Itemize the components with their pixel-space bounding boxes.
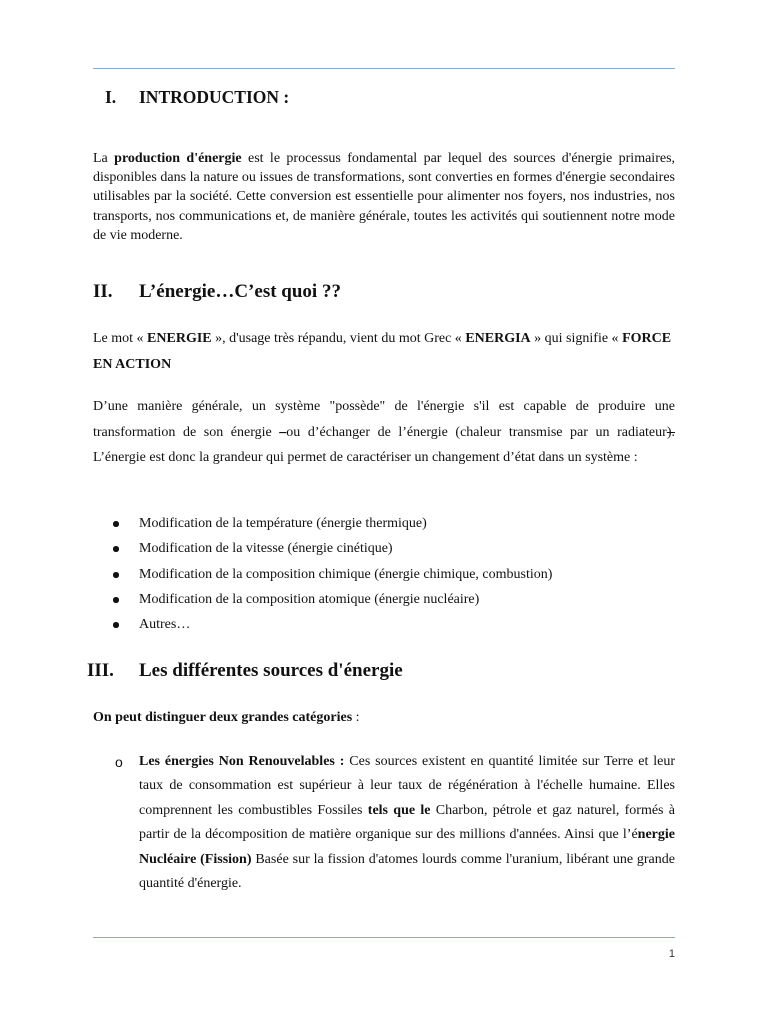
text-run: Ces sources existent en quantité limitée sur Terre et leur taux de consommation est supérieur à leur taux de régénération à l'échelle humaine. Elles comprennent les combustibles Fossiles [139, 754, 675, 818]
text-run: Le mot « [93, 331, 148, 346]
list-item-text: Modification de la vitesse (énergie cinétique) [139, 541, 393, 556]
definition-paragraph [93, 326, 675, 377]
text-run: Charbon, pétrole et gaz naturel, formés à partir de la décomposition de matière organique sur des millions d'années. Ainsi que l’é [139, 802, 675, 843]
section-number: III. [87, 660, 114, 681]
non-renewable-item [139, 750, 675, 896]
struck-text: – [279, 424, 287, 440]
list-item-text: Autres… [139, 617, 191, 632]
text-run: La [93, 151, 115, 166]
bullet-icon [113, 597, 119, 603]
text-run: : [352, 710, 360, 725]
page-number: 1 [668, 948, 675, 960]
bullet-icon [113, 622, 119, 628]
footer-rule [93, 937, 675, 938]
struck-text: ). [666, 424, 675, 440]
list-item-text: Modification de la composition chimique (énergie chimique, combustion) [139, 567, 553, 582]
bold-term: production d'énergie [114, 151, 242, 166]
text-run: L’énergie est donc la grandeur qui permet de caractériser un changement d’état dans un système : [93, 450, 638, 465]
list-item-text: Modification de la composition atomique (énergie nucléaire) [139, 592, 480, 607]
bold-term: FORCE EN ACTION [93, 331, 672, 372]
section-number: I. [105, 87, 117, 107]
list-item-text: Modification de la température (énergie thermique) [139, 516, 427, 531]
section-title: INTRODUCTION : [139, 87, 290, 107]
bullet-icon [113, 572, 119, 578]
text-run: Basée sur la fission d'atomes lourds comme l'uranium, libérant une grande quantité d'énergie. [139, 851, 675, 892]
circle-bullet-icon: o [115, 754, 123, 770]
general-paragraph [93, 394, 675, 471]
text-run: », d'usage très répandu, vient du mot Grec « [211, 331, 466, 346]
bold-term: On peut distinguer deux grandes catégories [93, 710, 353, 725]
bold-term: ENERGIA [465, 331, 531, 346]
section-title: Les différentes sources d'énergie [139, 660, 403, 681]
text-run: » qui signifie « [530, 331, 623, 346]
categories-intro [93, 708, 675, 728]
text-run: est le processus fondamental par lequel des sources d'énergie primaires, disponibles dans la nature ou issues de transformations, sont converties en formes d'énergie secondaires utilisables par la société. Cette conversion est essentielle pour alimenter nos foyers, nos industries, nos transports, nos communications et, de manière générale, toutes les activités qui soutiennent notre mode de vie moderne. [93, 151, 676, 243]
text-run: D’une manière générale, un système "possède" de l'énergie s'il est capable de produire une transformation de son énergie [93, 399, 675, 440]
header-rule [93, 68, 675, 69]
text-run: ou d’échanger de l’énergie (chaleur transmise par un radiateur [286, 424, 667, 440]
bold-term: Les énergies Non Renouvelables : [139, 754, 350, 769]
bullet-icon [113, 546, 119, 552]
section-number: II. [93, 281, 113, 302]
bold-term: nergie Nucléaire (Fission) [139, 827, 675, 867]
bold-term: tels que le [367, 802, 431, 818]
section-title: L’énergie…C’est quoi ?? [139, 281, 341, 302]
introduction-paragraph [93, 149, 675, 245]
bold-term: ENERGIE [147, 331, 212, 346]
bullet-icon [113, 521, 119, 527]
